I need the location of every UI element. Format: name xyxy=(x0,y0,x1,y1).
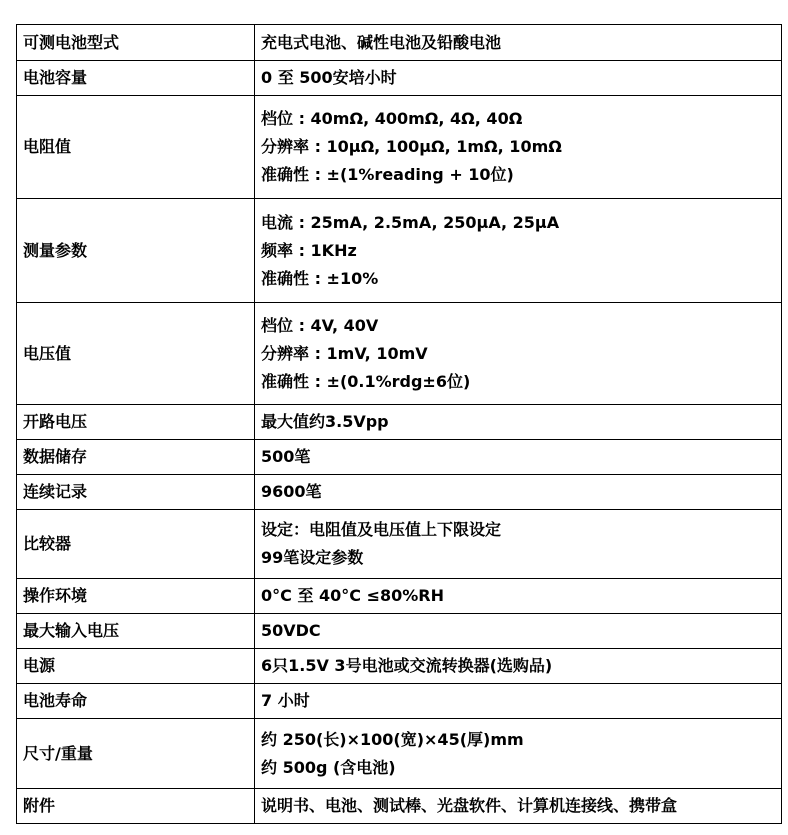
spec-label: 电源 xyxy=(17,649,255,684)
spec-value xyxy=(255,405,782,440)
spec-label: 数据储存 xyxy=(17,440,255,475)
spec-label: 电池容量 xyxy=(17,61,255,96)
spec-row xyxy=(17,789,782,824)
spec-label: 电阻值 xyxy=(17,96,255,199)
spec-row xyxy=(17,649,782,684)
spec-value xyxy=(255,440,782,475)
spec-value-line: 分辨率 : 10μΩ, 100μΩ, 1mΩ, 10mΩ xyxy=(261,137,562,156)
spec-label: 操作环境 xyxy=(17,579,255,614)
spec-value-line: 7 小时 xyxy=(261,691,310,710)
spec-value-line: 9600笔 xyxy=(261,482,322,501)
spec-label: 开路电压 xyxy=(17,405,255,440)
spec-label: 附件 xyxy=(17,789,255,824)
spec-row xyxy=(17,510,782,579)
spec-value xyxy=(255,61,782,96)
spec-value xyxy=(255,789,782,824)
spec-value-line: 约 500g (含电池) xyxy=(261,757,396,777)
spec-value-line: 档位 : 40mΩ, 400mΩ, 4Ω, 40Ω xyxy=(261,109,523,128)
spec-value-line: 频率 : 1KHz xyxy=(261,240,357,260)
spec-row xyxy=(17,199,782,303)
spec-value xyxy=(255,303,782,405)
spec-table-body xyxy=(17,25,782,824)
spec-value-line: 50VDC xyxy=(261,621,321,640)
spec-value xyxy=(255,649,782,684)
spec-value xyxy=(255,25,782,61)
spec-value xyxy=(255,719,782,789)
spec-value-line: 99笔设定参数 xyxy=(261,548,364,567)
spec-row xyxy=(17,579,782,614)
spec-value xyxy=(255,510,782,579)
spec-value xyxy=(255,614,782,649)
spec-value xyxy=(255,579,782,614)
spec-value-line: 500笔 xyxy=(261,447,311,466)
spec-row xyxy=(17,303,782,405)
spec-label: 电池寿命 xyxy=(17,684,255,719)
spec-label: 连续记录 xyxy=(17,475,255,510)
spec-table xyxy=(16,24,782,824)
spec-value-line: 充电式电池、碱性电池及铅酸电池 xyxy=(261,32,502,52)
spec-value-line: 准确性 : ±(0.1%rdg±6位) xyxy=(261,371,471,391)
spec-row xyxy=(17,684,782,719)
spec-label: 比较器 xyxy=(17,510,255,579)
spec-value-line: 设定：电阻值及电压值上下限设定 xyxy=(261,520,502,539)
spec-row xyxy=(17,96,782,199)
spec-value-line: 准确性 : ±10% xyxy=(261,268,379,288)
spec-value-line: 档位 : 4V, 40V xyxy=(261,315,379,335)
spec-label: 电压值 xyxy=(17,303,255,405)
spec-row xyxy=(17,25,782,61)
spec-value-line: 准确性 : ±(1%reading + 10位) xyxy=(261,165,514,184)
spec-value-line: 分辨率 : 1mV, 10mV xyxy=(261,343,428,363)
spec-value xyxy=(255,96,782,199)
spec-row xyxy=(17,61,782,96)
spec-value-line: 电流 : 25mA, 2.5mA, 250μA, 25μA xyxy=(261,212,560,232)
spec-row xyxy=(17,614,782,649)
spec-row xyxy=(17,440,782,475)
spec-label: 尺寸/重量 xyxy=(17,719,255,789)
spec-value-line: 约 250(长)×100(宽)×45(厚)mm xyxy=(261,729,524,749)
spec-row xyxy=(17,405,782,440)
spec-value xyxy=(255,684,782,719)
spec-value-line: 0°C 至 40°C ≤80%RH xyxy=(261,586,445,605)
spec-value-line: 0 至 500安培小时 xyxy=(261,68,397,87)
spec-label: 最大输入电压 xyxy=(17,614,255,649)
spec-value xyxy=(255,199,782,303)
spec-row xyxy=(17,719,782,789)
spec-value-line: 说明书、电池、测试棒、光盘软件、计算机连接线、携带盒 xyxy=(261,796,678,815)
spec-value-line: 6只1.5V 3号电池或交流转换器(选购品) xyxy=(261,656,553,675)
spec-value-line: 最大值约3.5Vpp xyxy=(261,412,389,431)
spec-label: 可测电池型式 xyxy=(17,25,255,61)
spec-value xyxy=(255,475,782,510)
spec-label: 测量参数 xyxy=(17,199,255,303)
spec-row xyxy=(17,475,782,510)
